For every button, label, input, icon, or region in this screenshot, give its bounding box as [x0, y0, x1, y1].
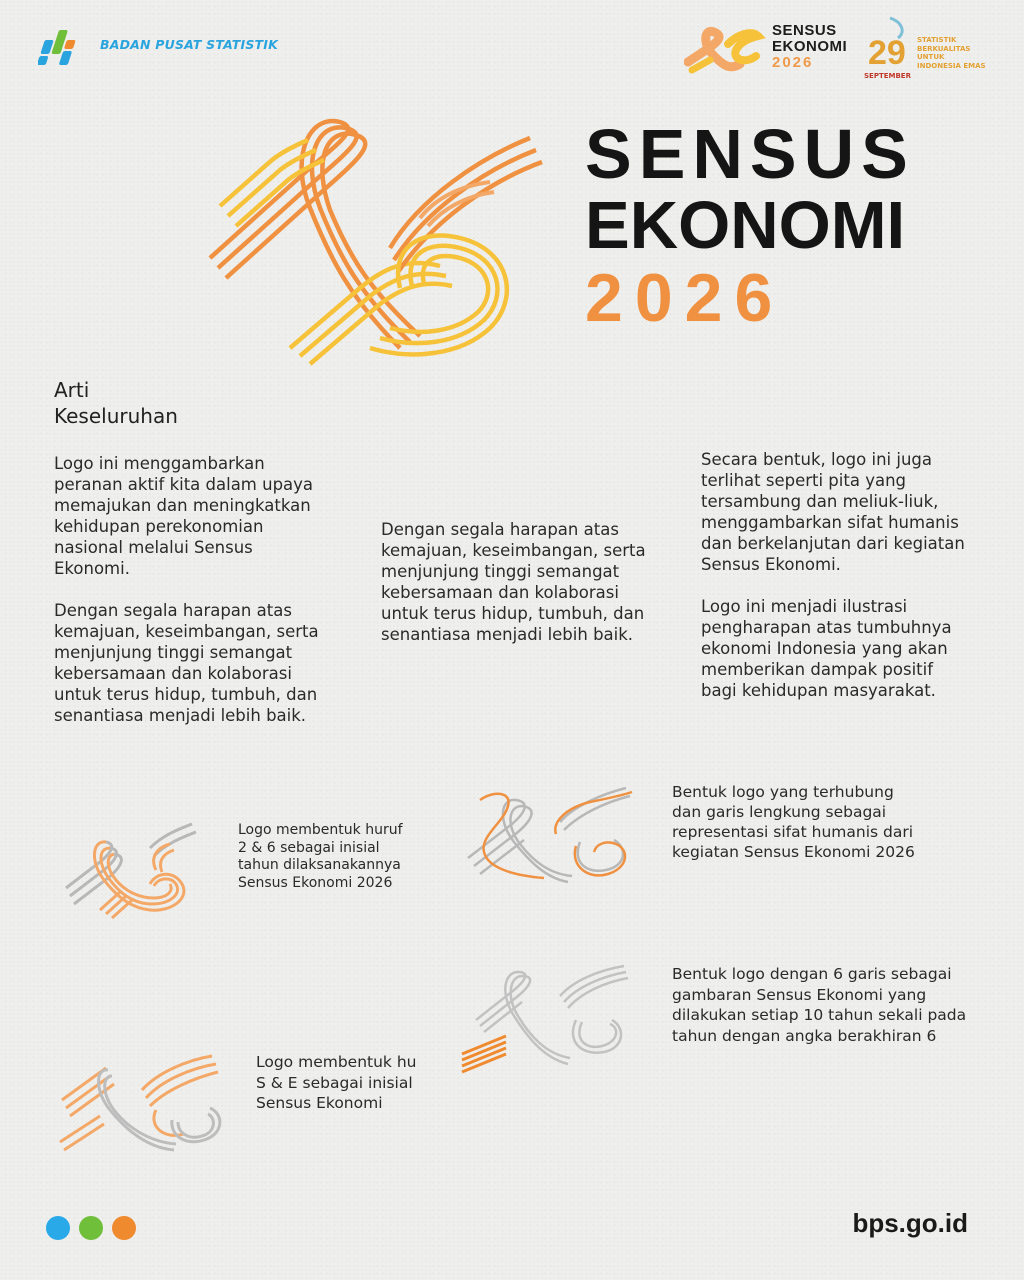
section-heading-line2: Keseluruhan: [54, 404, 178, 428]
hero-wordmark: [585, 115, 915, 336]
tagline-line: BERKUALITAS: [917, 44, 971, 53]
hero-title-line2: EKONOMI: [585, 188, 906, 263]
bps-logo-icon: [38, 24, 98, 70]
logo-variant-curves-icon: [460, 782, 640, 902]
logo-variant-26-icon: [60, 818, 210, 928]
stat-day-tagline: [917, 36, 986, 70]
dot-blue: [46, 1216, 70, 1240]
meaning-six-lines: Bentuk logo dengan 6 garis sebagai gambaran Sensus Ekonomi yang dilakukan setiap 10 tahun sekali pada tahun dengan angka berakhiran 6: [672, 965, 967, 1045]
section-heading: [54, 377, 178, 429]
column-middle: [381, 519, 681, 645]
logo-variant-se-icon: [52, 1050, 232, 1160]
tagline-line: UNTUK: [917, 53, 945, 61]
hero-title-line1: SENSUS: [585, 115, 915, 193]
paragraph: Dengan segala harapan atas kemajuan, keseimbangan, serta menjunjung tinggi semangat kebersamaan dan kolaborasi untuk terus hidup, tumbuh, dan senantiasa menjadi lebih baik.: [54, 601, 319, 725]
paragraph: Logo ini menjadi ilustrasi pengharapan atas tumbuhnya ekonomi Indonesia yang akan memberikan dampak positif bagi kehidupan masyarakat.: [701, 597, 952, 700]
sensus-ekonomi-small-logo-icon: [684, 20, 766, 82]
footer-website-link[interactable]: bps.go.id: [852, 1208, 968, 1238]
column-left: [54, 453, 354, 726]
hero-title-year: 2026: [585, 260, 785, 336]
sensus-ekonomi-hero-logo-icon: [190, 98, 550, 388]
dot-orange: [112, 1216, 136, 1240]
paragraph: Secara bentuk, logo ini juga terlihat seperti pita yang tersambung dan meliuk-liuk, menggambarkan sifat humanis dan berkelanjutan dari kegiatan Sensus Ekonomi.: [701, 450, 965, 574]
stat-day-number: 29: [868, 34, 906, 72]
sensus-ekonomi-small-wordmark: [772, 23, 847, 71]
paragraph: Logo ini menggambarkan peranan aktif kita dalam upaya memajukan dan meningkatkan kehidupan perekonomian nasional melalui Sensus Ekonomi.: [54, 454, 314, 578]
column-right: [701, 449, 1001, 701]
org-name: BADAN PUSAT STATISTIK: [100, 37, 279, 52]
tagline-line: INDONESIA EMAS: [917, 61, 986, 70]
section-heading-line1: Arti: [54, 378, 90, 402]
hari-statistik-logo-icon: [862, 14, 918, 84]
small-wordmark-line2: EKONOMI: [772, 38, 848, 55]
dot-green: [79, 1216, 103, 1240]
logo-variant-six-lines-icon: [456, 960, 636, 1090]
paragraph: Dengan segala harapan atas kemajuan, keseimbangan, serta menjunjung tinggi semangat kebersamaan dan kolaborasi untuk terus hidup, tumbuh, dan senantiasa menjadi lebih baik.: [381, 520, 646, 644]
tagline-line: STATISTIK: [917, 36, 957, 44]
stat-day-month: SEPTEMBER: [864, 72, 911, 80]
footer-color-dots: [46, 1216, 136, 1240]
meaning-se-initials: Logo membentuk hu S & E sebagai inisial Sensus Ekonomi: [256, 1053, 417, 1112]
meaning-connected-curves: Bentuk logo yang terhubung dan garis lengkung sebagai representasi sifat humanis dari kegiatan Sensus Ekonomi 2026: [672, 783, 915, 861]
meaning-26-initials: Logo membentuk huruf 2 & 6 sebagai inisial tahun dilaksanakannya Sensus Ekonomi 2026: [238, 822, 403, 891]
small-wordmark-line1: SENSUS: [772, 22, 837, 39]
small-wordmark-line3: 2026: [772, 54, 814, 71]
